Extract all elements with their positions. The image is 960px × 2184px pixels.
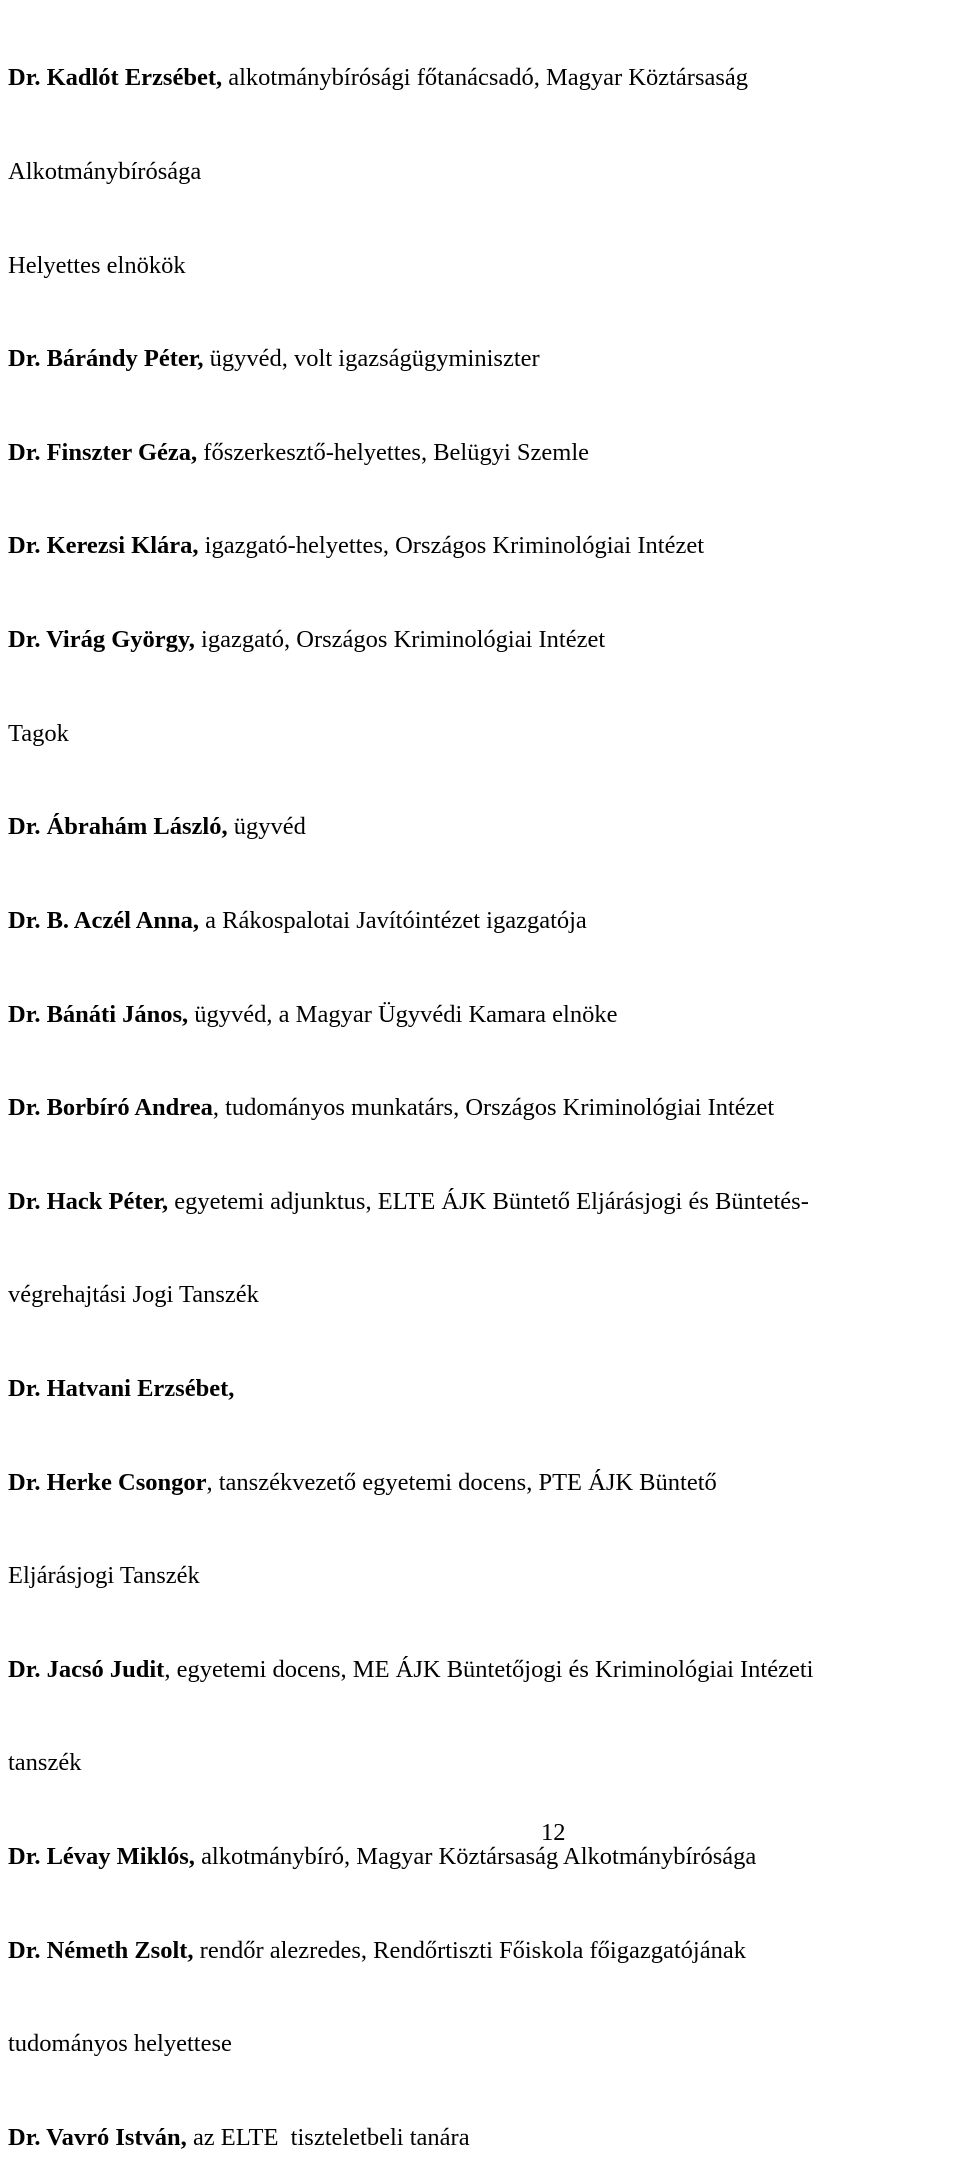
person-name: Dr. Borbíró Andrea	[8, 1094, 213, 1122]
person-role: alkotmánybírósági főtanácsadó, Magyar Köztársaság	[222, 64, 749, 92]
text-line	[8, 437, 956, 468]
section-heading	[8, 250, 956, 281]
text-line	[8, 62, 956, 93]
person-role: tanszék	[8, 1749, 82, 1777]
heading-text: Helyettes elnökök	[8, 251, 186, 279]
text-line	[8, 811, 956, 842]
person-name: Dr. Vavró István,	[8, 2123, 187, 2151]
text-line	[8, 1092, 956, 1123]
person-role: ügyvéd	[227, 813, 306, 841]
text-line	[8, 1747, 956, 1778]
person-name: Dr. Ábrahám László,	[8, 813, 228, 841]
person-role: az ELTE tiszteletbeli tanára	[186, 2123, 470, 2151]
person-role: ügyvéd, a Magyar Ügyvédi Kamara elnöke	[188, 1000, 618, 1028]
person-name: Dr. Kerezsi Klára,	[8, 532, 199, 560]
text-line	[8, 2122, 956, 2153]
text-line	[8, 1935, 956, 1966]
person-name: Dr. Finszter Géza,	[8, 438, 198, 466]
text-line	[8, 156, 956, 187]
text-line	[8, 1279, 956, 1310]
person-name: Dr. Herke Csongor	[8, 1468, 207, 1496]
heading-text: Tagok	[8, 719, 69, 747]
person-name: Dr. Jacsó Judit	[8, 1655, 165, 1683]
person-name: Dr. Bánáti János,	[8, 1000, 189, 1028]
text-line	[8, 1373, 956, 1404]
text-line	[8, 1186, 956, 1217]
text-line	[8, 530, 956, 561]
document-body	[8, 0, 956, 2184]
person-role: , tanszékvezető egyetemi docens, PTE ÁJK Büntető	[206, 1468, 717, 1496]
person-name: Dr. Kadlót Erzsébet,	[8, 64, 223, 92]
person-name: Dr. Virág György,	[8, 626, 195, 654]
person-role: ügyvéd, volt igazságügyminiszter	[203, 345, 540, 373]
person-role: , egyetemi docens, ME ÁJK Büntetőjogi és Kriminológiai Intézeti	[164, 1655, 814, 1683]
text-line	[8, 1654, 956, 1685]
person-role: egyetemi adjunktus, ELTE ÁJK Büntető Eljárásjogi és Büntetés-	[168, 1187, 809, 1215]
text-line	[8, 1841, 956, 1872]
text-line	[8, 1467, 956, 1498]
person-name: Dr. Bárándy Péter,	[8, 345, 204, 373]
person-name: Dr. Hack Péter,	[8, 1187, 169, 1215]
person-role: rendőr alezredes, Rendőrtiszti Főiskola főigazgatójának	[193, 1936, 746, 1964]
person-name: Dr. B. Aczél Anna,	[8, 906, 200, 934]
person-role: igazgató, Országos Kriminológiai Intézet	[194, 626, 606, 654]
person-name: Dr. Németh Zsolt,	[8, 1936, 194, 1964]
text-line	[8, 2028, 956, 2059]
person-role: tudományos helyettese	[8, 2030, 232, 2058]
text-line	[8, 1560, 956, 1591]
person-role: , tudományos munkatárs, Országos Kriminológiai Intézet	[212, 1094, 775, 1122]
text-line	[8, 624, 956, 655]
person-role: Alkotmánybírósága	[8, 158, 202, 186]
person-role: végrehajtási Jogi Tanszék	[8, 1281, 259, 1309]
text-line	[8, 905, 956, 936]
text-line	[8, 343, 956, 374]
person-name: Dr. Lévay Miklós,	[8, 1842, 195, 1870]
section-heading	[8, 718, 956, 749]
person-name: Dr. Hatvani Erzsébet,	[8, 1374, 235, 1402]
person-role: főszerkesztő-helyettes, Belügyi Szemle	[197, 438, 590, 466]
person-role: a Rákospalotai Javítóintézet igazgatója	[199, 906, 587, 934]
page-number: 12	[541, 1819, 566, 1846]
person-role: Eljárásjogi Tanszék	[8, 1562, 200, 1590]
person-role: igazgató-helyettes, Országos Kriminológiai Intézet	[198, 532, 704, 560]
person-role: alkotmánybíró, Magyar Köztársaság Alkotmánybírósága	[194, 1842, 757, 1870]
text-line	[8, 999, 956, 1030]
